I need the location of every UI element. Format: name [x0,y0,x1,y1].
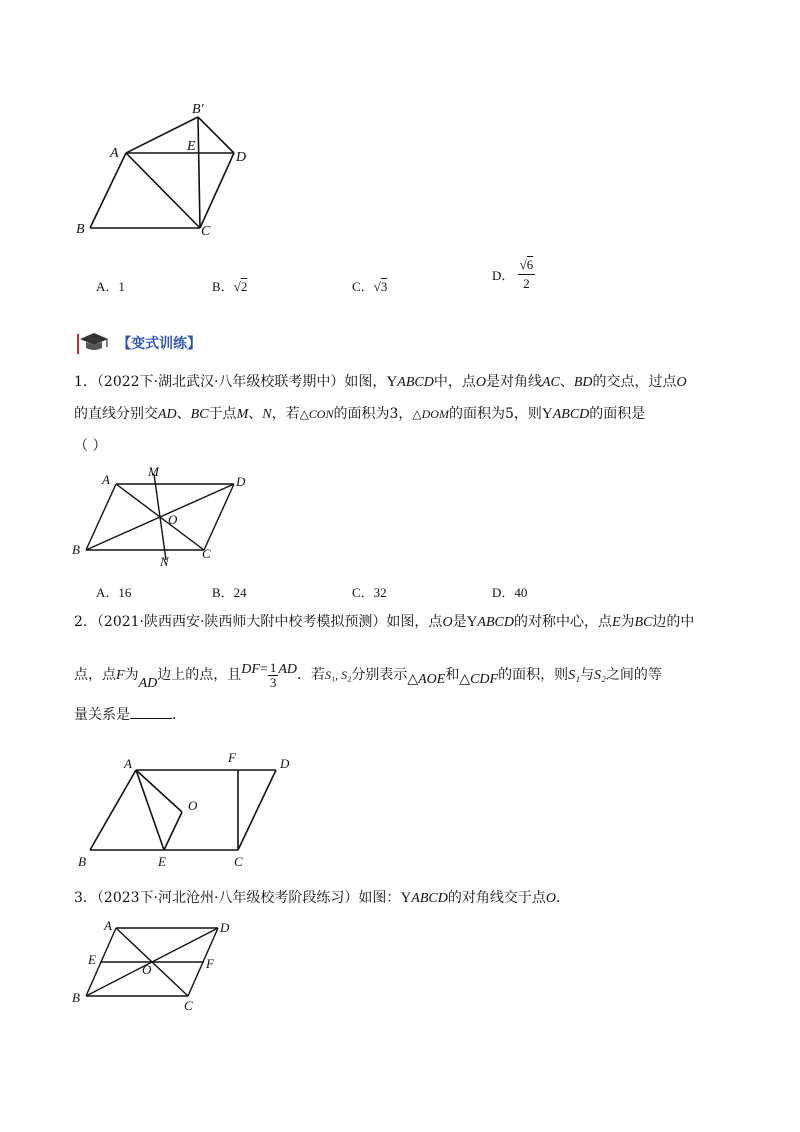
q1-text: 的交点，过点 [592,374,677,390]
q2-text: 为 [620,614,635,630]
sqrt-icon: √ [519,257,527,272]
q1-figure-parallelogram [68,462,268,572]
option-b [212,276,247,295]
q2-s2: S₂ [593,668,606,683]
q2-line2 [74,660,662,691]
answer-blank[interactable] [130,704,172,719]
q2-text: 的对称中心，点 [513,614,612,630]
label-o: O [168,512,178,527]
q2-frac-den: 3 [269,674,277,690]
label-d: D [236,150,247,165]
q2-ad2: AD [278,662,297,677]
q2-frac-num: 1 [269,659,277,675]
q1-ac: AC [541,375,560,390]
option-a: A．1 [96,279,125,294]
q2-text: ． [172,707,186,723]
q2-fraction [268,661,279,690]
option-d [492,258,535,291]
parallelogram-symbol-icon: Y [386,374,398,390]
label-c: C [184,998,193,1013]
q2-text: 2．（2021·陕西西安·陕西师大附中校考模拟预测）如图，点 [74,614,443,630]
option-c-radicand: 3 [380,279,388,294]
q2-text: 边的中 [652,614,695,630]
option-d-den: 2 [523,276,530,291]
q3-text: 3．（2023下·河北沧州·八年级校考阶段练习）如图： [74,890,401,906]
q2-text: 与 [579,667,594,683]
q1-n: N [262,407,272,422]
q1-line1 [74,372,687,393]
q2-f: F [116,668,125,683]
label-d: D [236,474,246,489]
q2-text: 和 [445,667,460,683]
q1-m: M [236,407,249,422]
label-d: D [280,756,290,771]
q1-text: ，若 [271,406,300,422]
q3-figure-parallelogram [70,914,250,1014]
label-f: F [206,956,214,971]
parallelogram-symbol-icon: Y [400,890,412,906]
option-d-label: D． [492,268,515,283]
q2-s1s2: S₁, S₂ [324,668,352,682]
q1-option-c: C．32 [352,585,387,600]
q2-text: 量关系是 [74,707,130,723]
label-n: N [160,554,169,569]
q2-figure-parallelogram [74,748,304,872]
graduation-cap-icon [74,330,110,356]
label-b: B [72,542,80,557]
q1-point-o: O [475,375,486,390]
q1-option-a: A．16 [96,585,132,600]
parallelogram-symbol-icon: Y [466,614,478,630]
label-a: A [110,146,119,161]
option-c-label: C． [352,279,374,294]
q2-s1: S₁ [568,668,580,683]
q1-abcd2: ABCD [552,407,590,422]
q1-ad: AD [158,407,177,422]
q3-o: O [545,891,556,906]
label-d: D [220,920,230,935]
label-b: B [76,222,85,237]
q1-bc: BC [190,407,209,422]
label-c: C [234,854,243,869]
q1-option-d: D．40 [492,585,528,600]
q2-text: 边上的点，且 [157,667,242,683]
q2-e: E [611,615,621,630]
figure-top-quadrilateral [70,95,260,245]
q1-text: 的面积是 [589,406,646,422]
label-a: A [124,756,132,771]
q3-text: ． [555,890,570,906]
q3-text: 的对角线交于点 [447,890,546,906]
q2-df: DF [241,662,260,677]
q1-bd: BD [573,375,593,390]
label-a: A [102,472,110,487]
option-b-radicand: 2 [240,279,248,294]
q2-text: 点，点 [74,667,116,683]
q1-point-o2: O [676,375,687,390]
q1-text: 的面积为5，则 [448,406,542,422]
label-e: E [88,952,96,967]
section-title: 【变式训练】 [117,336,202,352]
label-m: M [148,464,159,479]
label-c: C [201,224,211,239]
q2-triangle-cdf: △CDF [459,672,499,687]
label-o: O [142,962,152,977]
sqrt-icon: √ [233,279,241,294]
q2-o: O [442,615,453,630]
option-c [352,276,387,295]
q2-text: 的面积，则 [498,667,569,683]
label-b: B [72,990,80,1005]
label-e: E [187,139,196,154]
label-c: C [202,546,211,561]
q2-eq: = [259,662,268,677]
q1-abcd: ABCD [397,375,434,390]
label-f: F [228,750,236,765]
sqrt-icon: √ [373,279,381,294]
option-d-num: 6 [526,257,534,272]
q2-abcd: ABCD [477,615,514,630]
q2-ad: AD [138,676,158,691]
q1-text: 的直线分别交 [74,406,158,422]
label-b-prime: B′ [192,102,204,117]
parallelogram-symbol-icon: Y [541,406,553,422]
q3-line1 [74,888,570,909]
section-header [74,330,201,356]
q2-text: ．若 [296,667,325,683]
q1-triangle-con: △CON [299,407,334,421]
q2-line1 [74,612,694,633]
q2-text: 分别表示 [351,667,408,683]
label-o: O [188,798,198,813]
q3-abcd: ABCD [411,891,448,906]
q1-text: 是对角线 [485,374,542,390]
option-d-fraction [518,258,536,291]
q1-text: 、 [176,406,191,422]
q2-triangle-aoe: △AOE [407,672,446,687]
q2-bc: BC [634,615,653,630]
q2-text: 之间的等 [605,667,662,683]
q1-text: 、 [248,406,263,422]
q1-text: 的面积为3， [333,406,413,422]
q2-line3 [74,704,186,725]
q1-text: 中，点 [433,374,476,390]
q2-text: 是 [452,614,467,630]
label-b: B [78,854,86,869]
q1-text: 1．（2022下·湖北武汉·八年级校联考期中）如图， [74,374,387,390]
q1-text: 于点 [208,406,237,422]
q1-triangle-dom: △DOM [412,407,449,421]
q1-line2 [74,404,645,425]
q2-text: 为 [124,667,139,683]
q1-line3: （ ） [74,438,107,454]
option-b-label: B． [212,279,234,294]
label-e: E [158,854,166,869]
q1-text: 、 [559,374,574,390]
label-a: A [104,918,112,933]
q1-option-b: B．24 [212,585,247,600]
